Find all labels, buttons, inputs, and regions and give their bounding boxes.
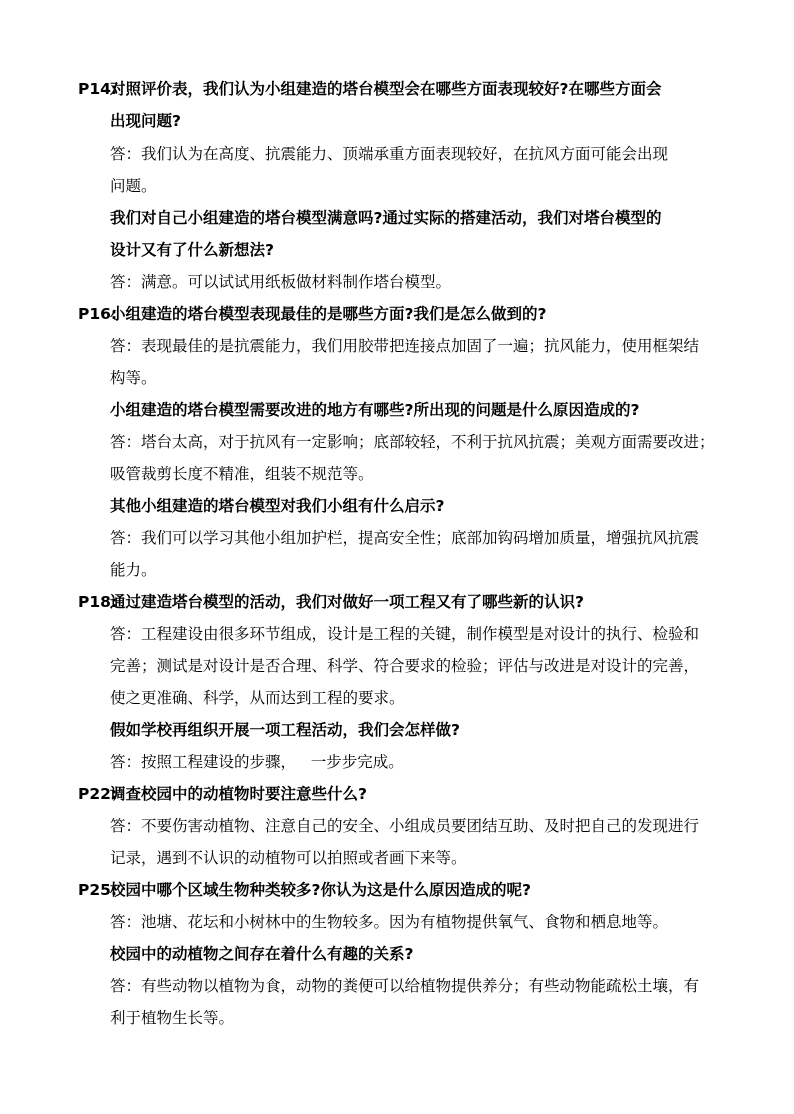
question-line: 小组建造的塔台模型表现最佳的是哪些方面?我们是怎么做到的? bbox=[110, 305, 547, 323]
answer-line: 完善；测试是对设计是否合理、科学、符合要求的检验；评估与改进是对设计的完善， bbox=[110, 657, 700, 675]
answer-line: 利于植物生长等。 bbox=[110, 1009, 235, 1027]
question-line: 通过建造塔台模型的活动，我们对做好一项工程又有了哪些新的认识? bbox=[110, 593, 584, 611]
page-ref-p22: P22: bbox=[78, 785, 118, 803]
answer-line: 答：我们认为在高度、抗震能力、顶端承重方面表现较好，在抗风方面可能会出现 bbox=[110, 145, 669, 163]
question-line: 调查校园中的动植物时要注意些什么? bbox=[110, 785, 367, 803]
question-line: 出现问题? bbox=[110, 112, 181, 130]
question-line: 校园中哪个区域生物种类较多?你认为这是什么原因造成的呢? bbox=[110, 881, 531, 899]
answer-line: 答：满意。可以试试用纸板做材料制作塔台模型。 bbox=[110, 273, 452, 291]
question-line: 其他小组建造的塔台模型对我们小组有什么启示? bbox=[110, 497, 445, 515]
answer-line: 答：表现最佳的是抗震能力，我们用胶带把连接点加固了一遍；抗风能力，使用框架结 bbox=[110, 337, 700, 355]
question-line: 假如学校再组织开展一项工程活动，我们会怎样做? bbox=[110, 721, 460, 739]
answer-line: 答：池塘、花坛和小树林中的生物较多。因为有植物提供氧气、食物和栖息地等。 bbox=[110, 913, 669, 931]
answer-line: 问题。 bbox=[110, 177, 157, 195]
question-line: 校园中的动植物之间存在着什么有趣的关系? bbox=[110, 945, 414, 963]
page-ref-p16: P16: bbox=[78, 305, 118, 323]
answer-line: 使之更准确、科学，从而达到工程的要求。 bbox=[110, 689, 405, 707]
question-line: 小组建造的塔台模型需要改进的地方有哪些?所出现的问题是什么原因造成的? bbox=[110, 401, 640, 419]
answer-line: 答：不要伤害动植物、注意自己的安全、小组成员要团结互助、及时把自己的发现进行 bbox=[110, 817, 700, 835]
question-line: 我们对自己小组建造的塔台模型满意吗?通过实际的搭建活动，我们对塔台模型的 bbox=[110, 209, 662, 227]
answer-line: 答：按照工程建设的步骤， 一步步完成。 bbox=[110, 753, 404, 771]
question-line: 对照评价表，我们认为小组建造的塔台模型会在哪些方面表现较好?在哪些方面会 bbox=[110, 80, 662, 98]
page-ref-p14: P14: bbox=[78, 80, 118, 98]
answer-line: 答：工程建设由很多环节组成，设计是工程的关键，制作模型是对设计的执行、检验和 bbox=[110, 625, 700, 643]
page-ref-p18: P18: bbox=[78, 593, 118, 611]
page-ref-p25: P25: bbox=[78, 881, 118, 899]
answer-line: 答：有些动物以植物为食，动物的粪便可以给植物提供养分；有些动物能疏松土壤，有 bbox=[110, 977, 700, 995]
answer-line: 记录，遇到不认识的动植物可以拍照或者画下来等。 bbox=[110, 849, 467, 867]
question-line: 设计又有了什么新想法? bbox=[110, 241, 274, 259]
answer-line: 答：塔台太高，对于抗风有一定影响；底部较轻，不利于抗风抗震；美观方面需要改进； bbox=[110, 433, 715, 451]
answer-line: 答：我们可以学习其他小组加护栏，提高安全性；底部加钩码增加质量，增强抗风抗震 bbox=[110, 529, 700, 547]
answer-line: 构等。 bbox=[110, 369, 157, 387]
answer-line: 能力。 bbox=[110, 561, 157, 579]
answer-line: 吸管裁剪长度不精准，组装不规范等。 bbox=[110, 465, 374, 483]
